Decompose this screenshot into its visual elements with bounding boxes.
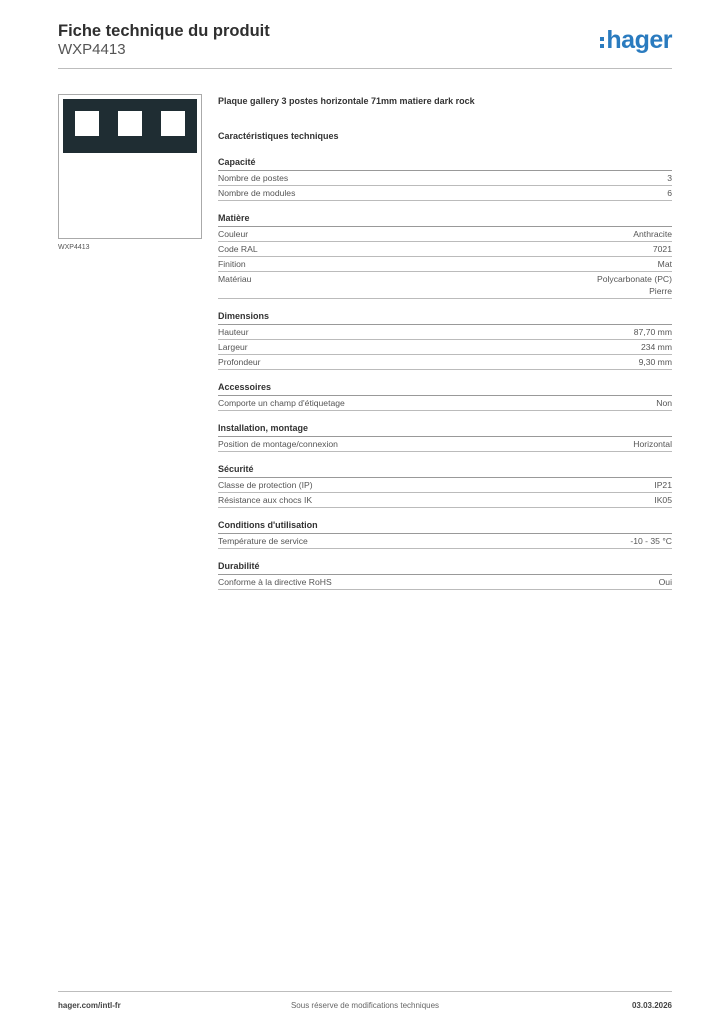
spec-row xyxy=(218,227,672,242)
spec-value-line: 7021 xyxy=(652,244,672,254)
spec-group xyxy=(218,561,672,590)
hager-logo xyxy=(600,26,672,55)
spec-label: Hauteur xyxy=(218,327,249,337)
footer-website: hager.com/intl-fr xyxy=(58,1001,121,1010)
spec-label: Couleur xyxy=(218,229,249,239)
spec-label: Nombre de modules xyxy=(218,188,296,198)
spec-value-line: 6 xyxy=(667,188,672,198)
spec-value xyxy=(654,494,672,506)
spec-value-line: -10 - 35 °C xyxy=(630,536,672,546)
spec-value-line: 234 mm xyxy=(640,342,672,352)
spec-group-title: Capacité xyxy=(218,157,672,171)
spec-row xyxy=(218,272,672,299)
spec-value-line: Mat xyxy=(657,259,672,269)
spec-row xyxy=(218,355,672,370)
spec-value xyxy=(597,273,672,297)
spec-content xyxy=(218,96,672,590)
spec-group xyxy=(218,423,672,452)
plate-illustration xyxy=(63,99,197,153)
product-description: Plaque gallery 3 postes horizontale 71mm matiere dark rock xyxy=(218,96,475,106)
spec-value xyxy=(641,341,672,353)
spec-label: Matériau xyxy=(218,274,252,284)
spec-row xyxy=(218,437,672,452)
product-reference: WXP4413 xyxy=(58,41,126,58)
spec-label: Classe de protection (IP) xyxy=(218,480,313,490)
spec-row xyxy=(218,534,672,549)
spec-value-line: Anthracite xyxy=(633,229,672,239)
spec-row xyxy=(218,257,672,272)
spec-label: Température de service xyxy=(218,536,308,546)
spec-value xyxy=(667,172,672,184)
footer-notice: Sous réserve de modifications techniques xyxy=(290,1001,440,1010)
spec-group xyxy=(218,311,672,370)
spec-value-line: Pierre xyxy=(649,286,672,296)
plate-opening xyxy=(75,111,99,136)
spec-value-line: IP21 xyxy=(654,480,672,490)
spec-value-line: 3 xyxy=(667,173,672,183)
spec-value-line: Oui xyxy=(658,577,672,587)
spec-row xyxy=(218,478,672,493)
spec-value-line: 87,70 mm xyxy=(633,327,672,337)
spec-row xyxy=(218,396,672,411)
spec-value-line: Polycarbonate (PC) xyxy=(597,274,672,284)
page-footer xyxy=(58,991,672,1012)
spec-label: Résistance aux chocs IK xyxy=(218,495,313,505)
spec-group xyxy=(218,382,672,411)
spec-group-title: Dimensions xyxy=(218,311,672,325)
spec-label: Largeur xyxy=(218,342,248,352)
spec-row xyxy=(218,575,672,590)
spec-section-title: Caractéristiques techniques xyxy=(218,131,339,141)
spec-row xyxy=(218,242,672,257)
spec-value xyxy=(656,397,672,409)
spec-value xyxy=(630,535,672,547)
spec-label: Nombre de postes xyxy=(218,173,289,183)
logo-dots-icon xyxy=(600,37,604,48)
spec-value xyxy=(654,479,672,491)
spec-value xyxy=(658,258,672,270)
spec-row xyxy=(218,186,672,201)
spec-label: Position de montage/connexion xyxy=(218,439,338,449)
product-image xyxy=(58,94,202,239)
spec-label: Conforme à la directive RoHS xyxy=(218,577,332,587)
plate-opening xyxy=(118,111,142,136)
document-title: Fiche technique du produit xyxy=(58,22,270,40)
spec-row xyxy=(218,325,672,340)
spec-row xyxy=(218,493,672,508)
spec-row xyxy=(218,171,672,186)
spec-group xyxy=(218,520,672,549)
spec-label: Finition xyxy=(218,259,246,269)
spec-group xyxy=(218,464,672,508)
spec-row xyxy=(218,340,672,355)
footer-date: 03.03.2026 xyxy=(631,1001,672,1010)
spec-group-title: Sécurité xyxy=(218,464,672,478)
image-caption: WXP4413 xyxy=(58,244,90,251)
spec-group-title: Durabilité xyxy=(218,561,672,575)
spec-value-line: IK05 xyxy=(654,495,672,505)
spec-label: Comporte un champ d'étiquetage xyxy=(218,398,345,408)
spec-group xyxy=(218,157,672,201)
spec-value xyxy=(667,187,672,199)
page-header xyxy=(58,20,672,69)
spec-value xyxy=(639,356,672,368)
logo-text: hager xyxy=(606,26,672,54)
spec-label: Profondeur xyxy=(218,357,261,367)
spec-value xyxy=(634,326,672,338)
spec-value-line: Horizontal xyxy=(633,439,672,449)
spec-value xyxy=(653,243,672,255)
spec-value xyxy=(659,576,672,588)
spec-value xyxy=(633,438,672,450)
spec-group xyxy=(218,213,672,299)
spec-groups xyxy=(218,157,672,590)
spec-value-line: 9,30 mm xyxy=(638,357,672,367)
spec-group-title: Accessoires xyxy=(218,382,672,396)
spec-value-line: Non xyxy=(656,398,672,408)
spec-group-title: Matière xyxy=(218,213,672,227)
spec-group-title: Conditions d'utilisation xyxy=(218,520,672,534)
spec-label: Code RAL xyxy=(218,244,258,254)
spec-group-title: Installation, montage xyxy=(218,423,672,437)
spec-value xyxy=(633,228,672,240)
plate-opening xyxy=(161,111,185,136)
